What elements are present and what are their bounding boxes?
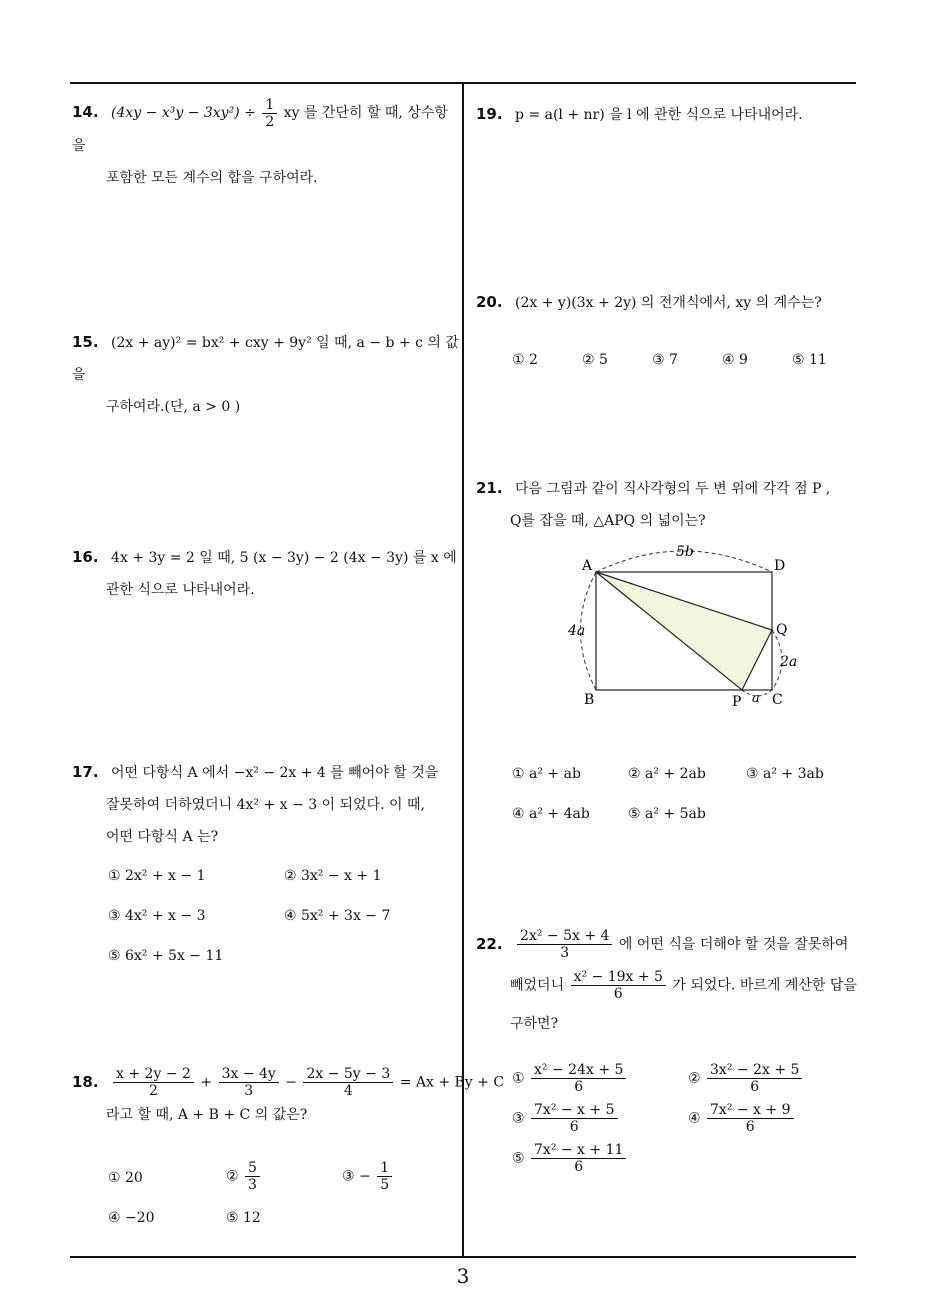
choices-20	[512, 352, 852, 376]
question-text: 관한 식으로 나타내어라.	[106, 582, 255, 598]
question-14	[72, 96, 460, 194]
choice-4[interactable]	[688, 1102, 796, 1135]
question-number: 16.	[72, 548, 99, 566]
choice-1[interactable]: ① 2	[512, 352, 538, 368]
fraction	[531, 1142, 626, 1175]
question-number: 18.	[72, 1072, 99, 1091]
fraction-2	[571, 969, 666, 1002]
fraction-1	[113, 1066, 194, 1099]
choice-5[interactable]: ⑤ 6x² + 5x − 11	[108, 948, 224, 964]
choices-21	[512, 766, 852, 826]
fraction-denominator: 6	[745, 1119, 755, 1135]
label-a: A	[582, 558, 593, 574]
label-q: Q	[776, 622, 788, 638]
choices-18	[108, 1160, 458, 1240]
fraction-denominator: 5	[380, 1177, 390, 1193]
question-text: 에 어떤 식을 더해야 할 것을 잘못하여	[618, 936, 849, 953]
fraction	[377, 1160, 392, 1193]
choice-4[interactable]: ④ 5x² + 3x − 7	[284, 908, 391, 924]
label-d: D	[774, 558, 786, 574]
choice-1[interactable]: ① 2x² + x − 1	[108, 868, 206, 884]
fraction-numerator: 1	[377, 1160, 392, 1177]
question-19	[476, 98, 856, 131]
question-text: 포함한 모든 계수의 합을 구하여라.	[106, 169, 318, 186]
choice-4[interactable]: ④ a² + 4ab	[512, 806, 590, 822]
question-22	[476, 928, 860, 1034]
fraction-denominator: 4	[343, 1083, 353, 1099]
fraction-numerator: 3x − 4y	[219, 1066, 279, 1083]
question-16	[72, 541, 460, 606]
choice-2[interactable]: ② 5	[582, 352, 608, 368]
question-number: 20.	[476, 293, 503, 311]
fraction-denominator: 3	[244, 1083, 254, 1099]
rectangle-diagram	[560, 540, 820, 715]
fraction-denominator: 3	[560, 945, 570, 961]
fraction-denominator: 6	[613, 986, 623, 1002]
choice-1[interactable]: ① a² + ab	[512, 766, 581, 782]
choice-5[interactable]: ⑤ 11	[792, 352, 827, 368]
choice-2[interactable]	[226, 1160, 262, 1193]
label-5b: 5b	[676, 544, 694, 560]
choice-3[interactable]	[512, 1102, 620, 1135]
choice-label: ④	[688, 1110, 701, 1127]
question-number: 21.	[476, 479, 503, 497]
question-text: (2x + y)(3x + 2y) 의 전개식에서, xy 의 계수는?	[515, 295, 822, 311]
fraction-2	[219, 1066, 279, 1099]
question-text: 빼었더니	[510, 977, 565, 994]
choice-5[interactable]: ⑤ a² + 5ab	[628, 806, 706, 822]
question-text: xy 를 간단히 할 때, 상수항을	[72, 105, 448, 154]
fraction-numerator: x² − 24x + 5	[531, 1062, 626, 1079]
fraction-numerator: 7x² − x + 5	[531, 1102, 617, 1119]
choice-2[interactable]: ② 3x² − x + 1	[284, 868, 382, 884]
question-text: 어떤 다항식 A 에서 −x² − 2x + 4 를 빼어야 할 것을	[111, 765, 439, 781]
question-number: 22.	[476, 934, 503, 953]
fraction	[707, 1102, 793, 1135]
label-c: C	[772, 692, 783, 708]
question-20	[476, 286, 856, 319]
choice-2[interactable]	[688, 1062, 804, 1095]
question-18	[72, 1066, 505, 1125]
triangle-apq	[596, 572, 772, 690]
fraction	[245, 1160, 260, 1193]
operator: −	[285, 1074, 297, 1091]
fraction-denominator: 2	[265, 113, 275, 130]
fraction-numerator: 2x² − 5x + 4	[517, 928, 612, 945]
choice-5[interactable]	[512, 1142, 628, 1175]
fraction-numerator: 7x² − x + 11	[531, 1142, 626, 1159]
choice-2[interactable]: ② a² + 2ab	[628, 766, 706, 782]
label-a-bottom: a	[752, 691, 760, 706]
question-15	[72, 326, 460, 423]
fraction-numerator: 3x² − 2x + 5	[707, 1062, 802, 1079]
choice-3[interactable]: ③ 4x² + x − 3	[108, 908, 206, 924]
choice-3[interactable]	[342, 1160, 394, 1193]
fraction	[531, 1102, 617, 1135]
fraction-denominator: 2	[149, 1083, 158, 1099]
question-number: 15.	[72, 333, 99, 351]
fraction-denominator: 6	[574, 1079, 584, 1095]
question-text: 가 되었다. 바르게 계산한 답을	[672, 977, 857, 994]
fraction-numerator: x² − 19x + 5	[571, 969, 666, 986]
question-text: 4x + 3y = 2 일 때, 5 (x − 3y) − 2 (4x − 3y) 를 x 에	[111, 550, 457, 566]
fraction-denominator: 3	[248, 1177, 257, 1193]
question-number: 17.	[72, 763, 99, 781]
choice-label: ③	[512, 1110, 525, 1127]
choice-label: ③ −	[342, 1168, 371, 1185]
question-text: (4xy − x³y − 3xy²) ÷	[111, 105, 261, 121]
fraction-numerator: x + 2y − 2	[113, 1066, 194, 1083]
question-text: p = a(l + nr) 을 l 에 관한 식으로 나타내어라.	[515, 107, 803, 123]
choice-3[interactable]: ③ a² + 3ab	[746, 766, 824, 782]
fraction-denominator: 6	[574, 1159, 584, 1175]
operator: +	[200, 1074, 213, 1091]
fraction-denominator: 6	[750, 1079, 760, 1095]
choices-17	[108, 868, 458, 978]
fraction-numerator: 2x − 5y − 3	[303, 1066, 393, 1083]
choice-4[interactable]: ④ −20	[108, 1210, 155, 1226]
question-text: 어떤 다항식 A 는?	[106, 829, 219, 845]
choice-1[interactable]	[512, 1062, 628, 1095]
fraction	[707, 1062, 802, 1095]
question-text: Q를 잡을 때, △APQ 의 넓이는?	[510, 513, 706, 529]
label-b: B	[584, 692, 595, 708]
question-text: 잘못하여 더하였더니 4x² + x − 3 이 되었다. 이 때,	[106, 797, 425, 813]
choice-4[interactable]: ④ 9	[722, 352, 748, 368]
fraction-numerator: 7x² − x + 9	[707, 1102, 793, 1119]
question-text: 구하여라.(단, a > 0 )	[106, 399, 241, 415]
question-text: = Ax + By + C	[399, 1074, 505, 1091]
question-17	[72, 756, 460, 853]
choice-label: ②	[226, 1168, 239, 1185]
question-number: 14.	[72, 103, 99, 121]
choice-5[interactable]: ⑤ 12	[226, 1210, 261, 1226]
question-text: (2x + ay)² = bx² + cxy + 9y² 일 때, a − b + c 의 값을	[72, 335, 459, 383]
choice-label: ①	[512, 1070, 525, 1087]
fraction	[262, 97, 277, 130]
question-number: 19.	[476, 105, 503, 123]
fraction-denominator: 6	[569, 1119, 579, 1135]
fraction-numerator: 5	[245, 1160, 260, 1177]
fraction-1	[517, 928, 612, 961]
choices-22	[512, 1062, 852, 1182]
fraction-3	[303, 1066, 393, 1099]
choice-label: ②	[688, 1070, 701, 1087]
choice-1[interactable]: ① 20	[108, 1170, 143, 1186]
label-p: P	[732, 694, 742, 710]
page-number: 3	[456, 1264, 470, 1288]
question-21	[476, 472, 860, 537]
question-text: 구하면?	[510, 1016, 559, 1032]
label-2a: 2a	[780, 654, 798, 670]
question-text: 라고 할 때, A + B + C 의 값은?	[106, 1107, 308, 1123]
question-text: 다음 그림과 같이 직사각형의 두 변 위에 각각 점 P ,	[515, 481, 831, 497]
fraction	[531, 1062, 626, 1095]
choice-label: ⑤	[512, 1150, 525, 1167]
label-4a: 4a	[568, 623, 586, 639]
choice-3[interactable]: ③ 7	[652, 352, 678, 368]
fraction-numerator: 1	[262, 97, 277, 114]
